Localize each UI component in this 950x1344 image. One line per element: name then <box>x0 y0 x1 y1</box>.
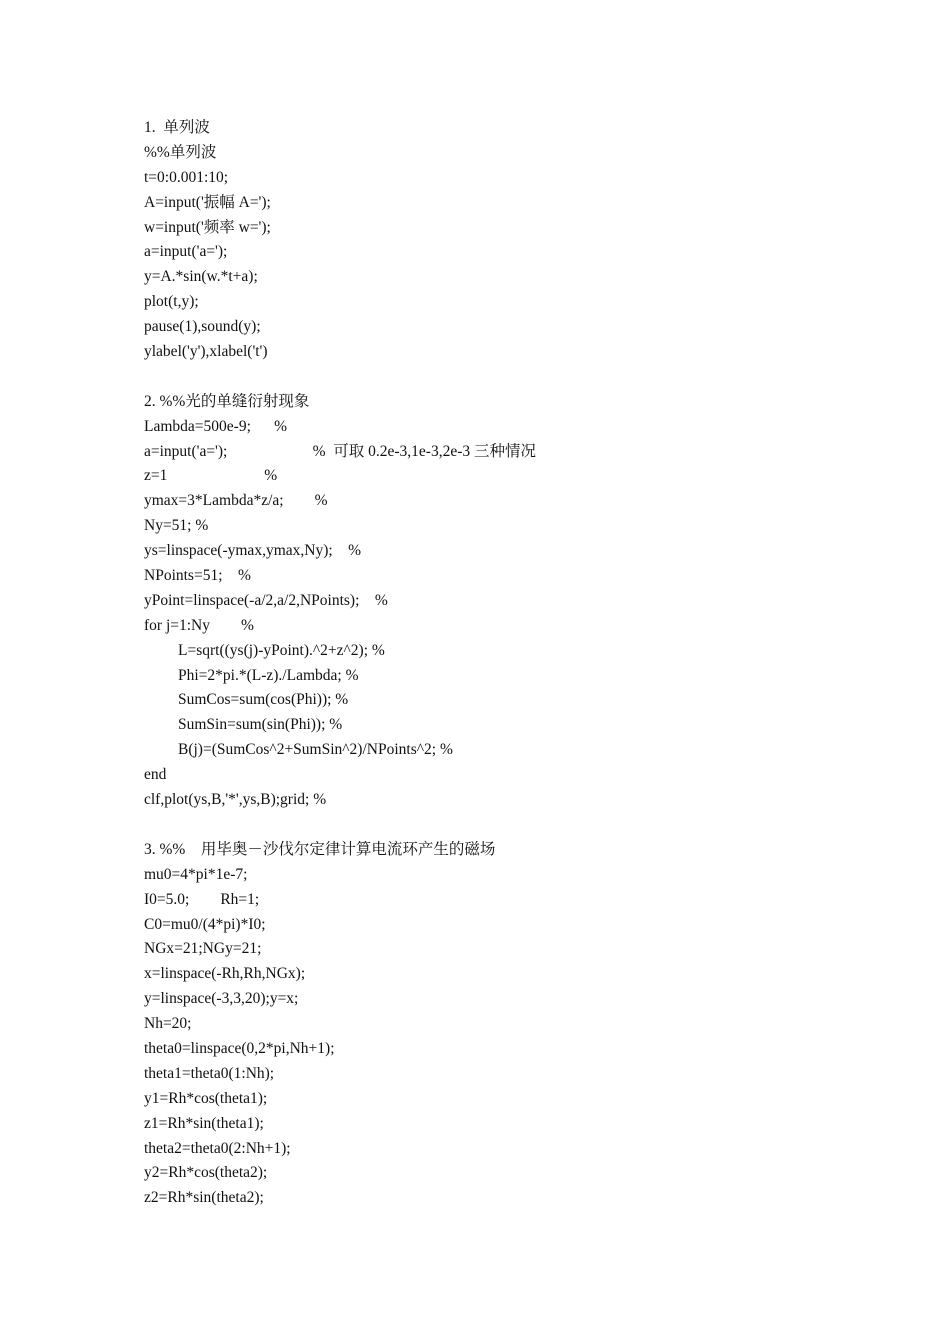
code-line: mu0=4*pi*1e-7; <box>144 865 248 883</box>
code-line: B(j)=(SumCos^2+SumSin^2)/NPoints^2; % <box>178 741 453 759</box>
code-section-2 <box>144 390 864 813</box>
code-line: plot(t,y); <box>144 293 199 311</box>
code-line: NGx=21;NGy=21; <box>144 940 262 958</box>
code-line: Lambda=500e-9; % <box>144 417 288 435</box>
code-line: theta2=theta0(2:Nh+1); <box>144 1139 291 1157</box>
code-section-3 <box>144 838 864 1211</box>
section-heading: 1. 单列波 <box>144 119 210 136</box>
code-line: y=linspace(-3,3,20);y=x; <box>144 990 299 1008</box>
code-line: %%单列波 <box>144 143 217 161</box>
code-line: C0=mu0/(4*pi)*I0; <box>144 915 266 933</box>
code-line: clf,plot(ys,B,'*',ys,B);grid; % <box>144 791 327 809</box>
code-line: SumCos=sum(cos(Phi)); % <box>178 691 349 709</box>
code-line: Phi=2*pi.*(L-z)./Lambda; % <box>178 666 359 684</box>
section-heading: 3. %% 用毕奥－沙伐尔定律计算电流环产生的磁场 <box>144 840 496 858</box>
code-line: y=A.*sin(w.*t+a); <box>144 268 258 286</box>
code-line: end <box>144 766 167 784</box>
code-line: theta0=linspace(0,2*pi,Nh+1); <box>144 1039 335 1057</box>
code-line: Ny=51; % <box>144 517 209 535</box>
code-line: a=input('a='); <box>144 243 228 261</box>
code-line: ylabel('y'),xlabel('t') <box>144 343 268 361</box>
code-line: z1=Rh*sin(theta1); <box>144 1114 264 1132</box>
code-line: L=sqrt((ys(j)-yPoint).^2+z^2); % <box>178 641 385 659</box>
code-line: y2=Rh*cos(theta2); <box>144 1164 268 1182</box>
code-line: ymax=3*Lambda*z/a; % <box>144 492 328 510</box>
section-heading: 2. %%光的单缝衍射现象 <box>144 392 310 410</box>
code-line: pause(1),sound(y); <box>144 318 261 336</box>
code-line: yPoint=linspace(-a/2,a/2,NPoints); % <box>144 591 388 609</box>
code-line: z=1 % <box>144 467 278 485</box>
code-section-1 <box>144 116 864 365</box>
code-line: I0=5.0; Rh=1; <box>144 890 260 908</box>
code-line: A=input('振幅 A='); <box>144 193 271 211</box>
code-line: theta1=theta0(1:Nh); <box>144 1064 275 1082</box>
code-line: a=input('a='); % 可取 0.2e-3,1e-3,2e-3 三种情况 <box>144 442 536 460</box>
code-line: y1=Rh*cos(theta1); <box>144 1089 268 1107</box>
code-line: z2=Rh*sin(theta2); <box>144 1189 264 1207</box>
code-line: ys=linspace(-ymax,ymax,Ny); % <box>144 542 362 560</box>
code-line: SumSin=sum(sin(Phi)); % <box>178 716 343 734</box>
section-spacer <box>144 813 864 838</box>
code-line: NPoints=51; % <box>144 567 251 585</box>
code-line: x=linspace(-Rh,Rh,NGx); <box>144 965 306 983</box>
code-line: t=0:0.001:10; <box>144 168 229 186</box>
code-line: for j=1:Ny % <box>144 616 254 634</box>
document-body <box>144 116 864 1211</box>
code-line: w=input('频率 w='); <box>144 218 271 236</box>
section-spacer <box>144 365 864 390</box>
code-line: Nh=20; <box>144 1015 192 1033</box>
